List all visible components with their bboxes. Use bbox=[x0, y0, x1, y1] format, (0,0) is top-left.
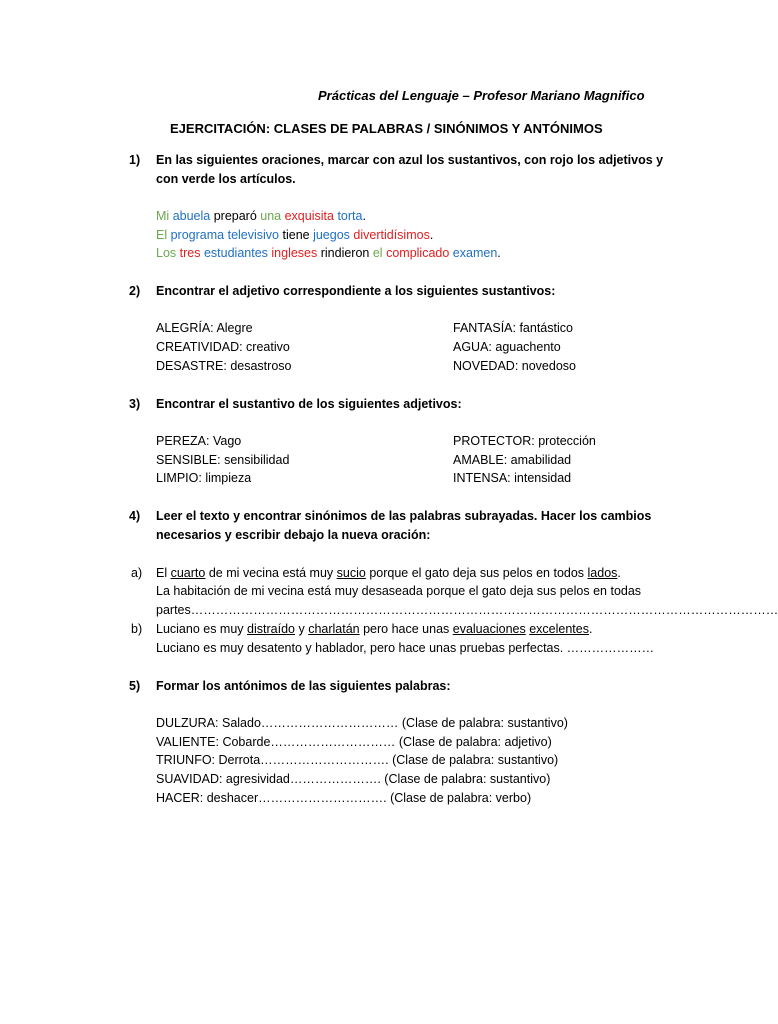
underlined-word: excelentes bbox=[529, 622, 589, 636]
exercise-5-instruction: Formar los antónimos de las siguientes palabras: bbox=[156, 679, 451, 693]
exercise-4a-answer-line-2: partes…………………………………………………………………………………………………………………………… bbox=[156, 603, 778, 617]
sentence-word: juegos bbox=[313, 228, 350, 242]
sentence-word: estudiantes bbox=[203, 246, 268, 260]
sentence-word: televisivo bbox=[227, 228, 280, 242]
sentence-text: pero hace unas bbox=[359, 622, 453, 636]
sentence-text: . bbox=[588, 622, 593, 636]
exercise-3-left-item: PEREZA: Vago bbox=[156, 434, 242, 448]
exercise-4b-answer: Luciano es muy desatento y hablador, pero hace unas pruebas perfectas. ………………… bbox=[156, 641, 655, 655]
sentence-text: porque el gato deja sus pelos en todos bbox=[365, 566, 588, 580]
exercise-2-right-item: AGUA: aguachento bbox=[453, 340, 561, 354]
exercise-4-instruction-line-1: Leer el texto y encontrar sinónimos de las palabras subrayadas. Hacer los cambios bbox=[156, 509, 652, 523]
exercise-1-sentence bbox=[156, 226, 433, 244]
sentence-word: rindieron bbox=[317, 246, 373, 260]
exercise-4b-letter: b) bbox=[131, 622, 143, 636]
exercise-4a-sentence bbox=[156, 564, 621, 582]
exercise-3-instruction: Encontrar el sustantivo de los siguientes adjetivos: bbox=[156, 397, 462, 411]
underlined-word: distraído bbox=[247, 622, 295, 636]
underlined-word: lados bbox=[587, 566, 618, 580]
exercise-4-instruction-line-2: necesarios y escribir debajo la nueva oración: bbox=[156, 528, 431, 542]
sentence-word: programa bbox=[170, 228, 225, 242]
sentence-word: una bbox=[260, 209, 282, 223]
exercise-1-sentence bbox=[156, 207, 366, 225]
sentence-word: examen bbox=[452, 246, 498, 260]
exercise-2-right-item: NOVEDAD: novedoso bbox=[453, 359, 576, 373]
sentence-text: . bbox=[617, 566, 621, 580]
exercise-5-number: 5) bbox=[129, 679, 141, 693]
exercise-3-number: 3) bbox=[129, 397, 141, 411]
sentence-text: El bbox=[156, 566, 171, 580]
sentence-word: Mi bbox=[156, 209, 170, 223]
document-title: EJERCITACIÓN: CLASES DE PALABRAS / SINÓNIMOS Y ANTÓNIMOS bbox=[170, 121, 603, 136]
exercise-3-right-item: PROTECTOR: protección bbox=[453, 434, 596, 448]
exercise-4-number: 4) bbox=[129, 509, 141, 523]
underlined-word: charlatán bbox=[308, 622, 360, 636]
sentence-text: de mi vecina está muy bbox=[205, 566, 337, 580]
sentence-text: Luciano es muy bbox=[156, 622, 248, 636]
sentence-word: El bbox=[156, 228, 168, 242]
exercise-5-item: DULZURA: Salado…………………………… (Clase de palabra: sustantivo) bbox=[156, 716, 568, 730]
exercise-2-left-item: ALEGRÍA: Alegre bbox=[156, 321, 253, 335]
sentence-word: torta bbox=[337, 209, 363, 223]
sentence-word: . bbox=[362, 209, 366, 223]
sentence-word: preparó bbox=[210, 209, 261, 223]
exercise-1-instruction-line-2: con verde los artículos. bbox=[156, 172, 296, 186]
exercise-2-right-item: FANTASÍA: fantástico bbox=[453, 321, 573, 335]
document-header: Prácticas del Lenguaje – Profesor Mariano Magnifico bbox=[318, 88, 645, 103]
exercise-3-left-item: SENSIBLE: sensibilidad bbox=[156, 453, 290, 467]
underlined-word: cuarto bbox=[170, 566, 206, 580]
sentence-word: complicado bbox=[386, 246, 450, 260]
exercise-3-left-item: LIMPIO: limpieza bbox=[156, 471, 252, 485]
exercise-1-number: 1) bbox=[129, 153, 141, 167]
exercise-2-left-item: DESASTRE: desastroso bbox=[156, 359, 292, 373]
exercise-2-instruction: Encontrar el adjetivo correspondiente a los siguientes sustantivos: bbox=[156, 284, 556, 298]
exercise-4b-sentence bbox=[156, 620, 592, 638]
sentence-text: y bbox=[294, 622, 309, 636]
underlined-word: sucio bbox=[336, 566, 366, 580]
sentence-word: . bbox=[429, 228, 434, 242]
exercise-5-item: SUAVIDAD: agresividad…………………. (Clase de palabra: sustantivo) bbox=[156, 772, 551, 786]
exercise-1-instruction-line-1: En las siguientes oraciones, marcar con azul los sustantivos, con rojo los adjetivos y bbox=[156, 153, 664, 167]
sentence-word: tres bbox=[179, 246, 201, 260]
sentence-word: el bbox=[372, 246, 383, 260]
exercise-5-item: VALIENTE: Cobarde………………………… (Clase de palabra: adjetivo) bbox=[156, 735, 552, 749]
exercise-3-right-item: AMABLE: amabilidad bbox=[453, 453, 572, 467]
sentence-word: . bbox=[497, 246, 501, 260]
sentence-word: exquisita bbox=[284, 209, 334, 223]
exercise-5-item: HACER: deshacer…………………………. (Clase de palabra: verbo) bbox=[156, 791, 532, 805]
exercise-4a-letter: a) bbox=[131, 566, 143, 580]
exercise-2-left-item: CREATIVIDAD: creativo bbox=[156, 340, 290, 354]
sentence-word: tiene bbox=[279, 228, 314, 242]
sentence-word: abuela bbox=[172, 209, 211, 223]
exercise-4a-answer-line-1: La habitación de mi vecina está muy desaseada porque el gato deja sus pelos en todas bbox=[156, 584, 642, 598]
sentence-word: ingleses bbox=[271, 246, 318, 260]
sentence-word: divertidísimos bbox=[353, 228, 430, 242]
exercise-2-number: 2) bbox=[129, 284, 141, 298]
exercise-3-right-item: INTENSA: intensidad bbox=[453, 471, 572, 485]
exercise-5-item: TRIUNFO: Derrota…………………………. (Clase de palabra: sustantivo) bbox=[156, 753, 559, 767]
underlined-word: evaluaciones bbox=[452, 622, 526, 636]
exercise-1-sentence bbox=[156, 244, 501, 262]
sentence-word: Los bbox=[156, 246, 177, 260]
